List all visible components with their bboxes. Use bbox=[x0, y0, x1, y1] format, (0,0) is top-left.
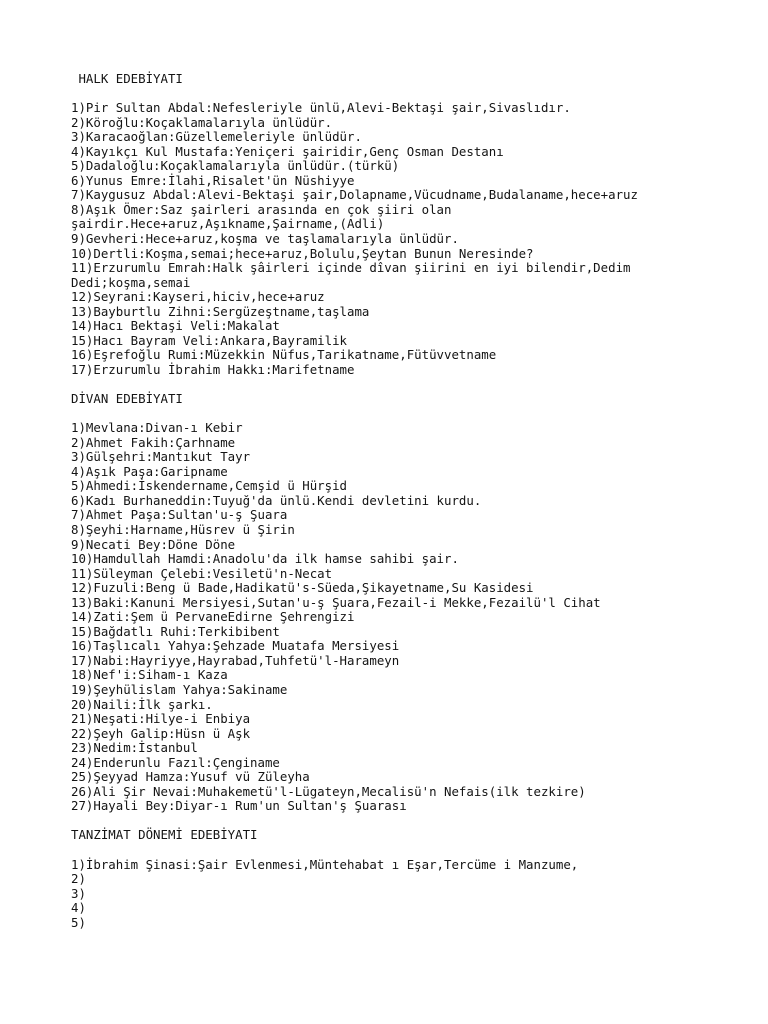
section-title-divan: DİVAN EDEBİYATI bbox=[71, 391, 183, 407]
list-item: 18)Nef'i:Siham-ı Kaza bbox=[71, 667, 228, 683]
list-item: 23)Nedim:İstanbul bbox=[71, 740, 198, 756]
list-item: 17)Erzurumlu İbrahim Hakkı:Marifetname bbox=[71, 361, 355, 377]
list-item: 1)İbrahim Şinasi:Şair Evlenmesi,Müntehabat ı Eşar,Tercüme i Manzume, bbox=[71, 856, 579, 872]
list-item: 2) bbox=[71, 871, 86, 887]
list-item: 4)Aşık Paşa:Garipname bbox=[71, 463, 228, 479]
list-item: 1)Pir Sultan Abdal:Nefesleriyle ünlü,Alevi-Bektaşi şair,Sivaslıdır. bbox=[71, 100, 571, 116]
list-item: 25)Şeyyad Hamza:Yusuf vü Züleyha bbox=[71, 769, 310, 785]
list-item: 9)Necati Bey:Döne Döne bbox=[71, 536, 236, 552]
list-item: 14)Hacı Bektaşi Veli:Makalat bbox=[71, 318, 280, 334]
list-item: 13)Baki:Kanuni Mersiyesi,Sutan'u-ş Şuara,Fezail-i Mekke,Fezailü'l Cihat bbox=[71, 594, 601, 610]
list-item: 6)Yunus Emre:İlahi,Risalet'ün Nüshiyye bbox=[71, 172, 355, 188]
list-item: 5)Dadaloğlu:Koçaklamalarıyla ünlüdür.(türkü) bbox=[71, 158, 400, 174]
list-item: 10)Hamdullah Hamdi:Anadolu'da ilk hamse sahibi şair. bbox=[71, 551, 459, 567]
list-item: 9)Gevheri:Hece+aruz,koşma ve taşlamalarıyla ünlüdür. bbox=[71, 231, 459, 247]
list-item: 24)Enderunlu Fazıl:Çenginame bbox=[71, 754, 280, 770]
document-page bbox=[71, 72, 751, 930]
list-item: 21)Neşati:Hilye-i Enbiya bbox=[71, 711, 251, 727]
blank-line bbox=[71, 843, 751, 858]
list-item: 8)Aşık Ömer:Saz şairleri arasında en çok şiiri olan bbox=[71, 201, 452, 217]
list-item: 7)Ahmet Paşa:Sultan'u-ş Şuara bbox=[71, 507, 288, 523]
list-item: 16)Eşrefoğlu Rumi:Müzekkin Nüfus,Tarikatname,Fütüvvetname bbox=[71, 347, 497, 363]
list-item: 5)Ahmedi:İskendername,Cemşid ü Hürşid bbox=[71, 478, 348, 494]
list-item: 15)Bağdatlı Ruhi:Terkibibent bbox=[71, 623, 280, 639]
list-item: 14)Zati:Şem ü PervaneEdirne Şehrengizi bbox=[71, 609, 355, 625]
list-item: 17)Nabi:Hayriyye,Hayrabad,Tuhfetü'l-Harameyn bbox=[71, 652, 400, 668]
list-item: 1)Mevlana:Divan-ı Kebir bbox=[71, 420, 243, 436]
list-item: 10)Dertli:Koşma,semai;hece+aruz,Bolulu,Şeytan Bunun Neresinde? bbox=[71, 245, 534, 261]
list-item: 11)Süleyman Çelebi:Vesiletü'n-Necat bbox=[71, 565, 333, 581]
section-title-tanzimat: TANZİMAT DÖNEMİ EDEBİYATI bbox=[71, 827, 258, 843]
list-item: 4) bbox=[71, 900, 86, 916]
list-item: 3)Gülşehri:Mantıkut Tayr bbox=[71, 449, 251, 465]
list-item: 27)Hayali Bey:Diyar-ı Rum'un Sultan'ş Şuarası bbox=[71, 798, 407, 814]
list-item: 3)Karacaoğlan:Güzellemeleriyle ünlüdür. bbox=[71, 129, 362, 145]
list-item: 20)Naili:İlk şarkı. bbox=[71, 696, 213, 712]
list-item: 15)Hacı Bayram Veli:Ankara,Bayramilik bbox=[71, 332, 348, 348]
list-item: 11)Erzurumlu Emrah:Halk şâirleri içinde dîvan şiirini en iyi bilendir,Dedim bbox=[71, 260, 631, 276]
list-item: 7)Kaygusuz Abdal:Alevi-Bektaşi şair,Dolapname,Vücudname,Budalaname,hece+aruz bbox=[71, 187, 638, 203]
blank-line bbox=[71, 377, 751, 392]
list-item: 13)Bayburtlu Zihni:Sergüzeştname,taşlama bbox=[71, 303, 370, 319]
list-item: 4)Kayıkçı Kul Mustafa:Yeniçeri şairidir,Genç Osman Destanı bbox=[71, 143, 504, 159]
list-item: 12)Seyrani:Kayseri,hiciv,hece+aruz bbox=[71, 289, 325, 305]
list-item: 5) bbox=[71, 914, 86, 930]
list-item: 16)Taşlıcalı Yahya:Şehzade Muatafa Mersiyesi bbox=[71, 638, 400, 654]
section-title-halk: HALK EDEBİYATI bbox=[71, 71, 183, 86]
list-item: 12)Fuzuli:Beng ü Bade,Hadikatü's-Süeda,Şikayetname,Su Kasidesi bbox=[71, 580, 534, 596]
list-item: 26)Ali Şir Nevai:Muhakemetü'l-Lügateyn,Mecalisü'n Nefais(ilk tezkire) bbox=[71, 783, 586, 799]
list-item: 2)Köroğlu:Koçaklamalarıyla ünlüdür. bbox=[71, 114, 333, 130]
list-item: 2)Ahmet Fakih:Çarhname bbox=[71, 434, 236, 450]
list-item: şairdir.Hece+aruz,Aşıkname,Şairname,(Adli) bbox=[71, 216, 385, 232]
list-item: 19)Şeyhülislam Yahya:Sakiname bbox=[71, 681, 288, 697]
list-item: 22)Şeyh Galip:Hüsn ü Aşk bbox=[71, 725, 251, 741]
blank-line bbox=[71, 87, 751, 102]
list-item: Dedi;koşma,semai bbox=[71, 274, 191, 290]
list-item: 8)Şeyhi:Harname,Hüsrev ü Şirin bbox=[71, 521, 295, 537]
list-item: 3) bbox=[71, 885, 86, 901]
blank-line bbox=[71, 407, 751, 422]
list-item: 6)Kadı Burhaneddin:Tuyuğ'da ünlü.Kendi devletini kurdu. bbox=[71, 492, 482, 508]
